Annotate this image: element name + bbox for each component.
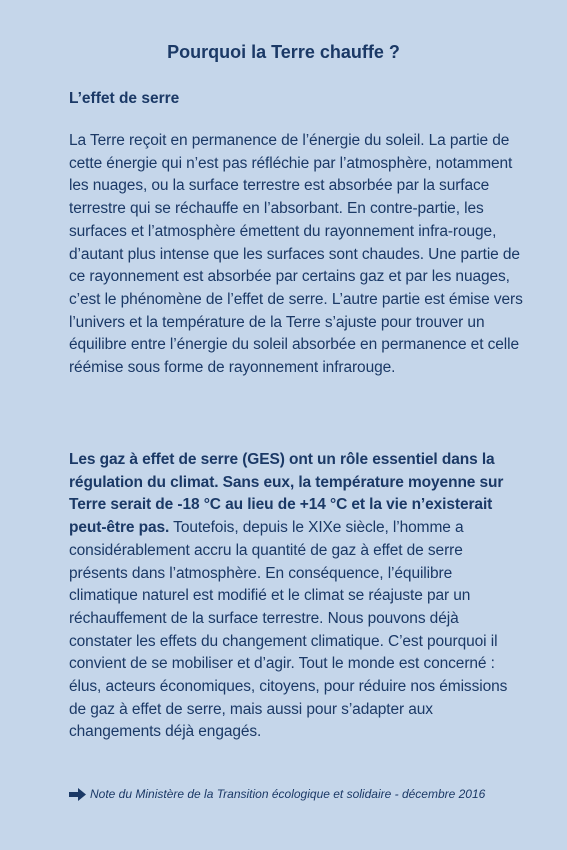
arrow-right-icon xyxy=(69,788,86,801)
paragraph-body: Toutefois, depuis le XIXe siècle, l’homme a considérablement accru la quantité de gaz à effet de serre présents dans l’atmosphère. En conséquence, l’équilibre climatique naturel est modifié et le climat se réajuste par un réchauffement de la surface terrestre. Nous pouvons déjà constater les effets du changement climatique. C’est pourquoi il convient de se mobiliser et d’agir. Tout le monde est concerné : élus, acteurs économiques, citoyens, pour réduire nos émissions de gaz à effet de serre, mais aussi pour s’adapter aux changements déjà engagés. xyxy=(69,519,508,741)
paragraph-greenhouse-effect: La Terre reçoit en permanence de l’énergie du soleil. La partie de cette énergie qui n’est pas réfléchie par l’atmosphère, notamment les nuages, ou la surface terrestre est absorbée par la surface terrestre qui se réchauffe en l’absorbant. En contre-partie, les surfaces et l’atmosphère émettent du rayonnement infra-rouge, d’autant plus intense que les surfaces sont chaudes. Une partie de ce rayonnement est absorbée par certains gaz et par les nuages, c’est le phénomène de l’effet de serre. L’autre partie est émise vers l’univers et la température de la Terre s’ajuste pour trouver un équilibre entre l’énergie du soleil absorbée en permanence et celle réémise sous forme de rayonnement infrarouge. xyxy=(69,132,523,377)
source-note xyxy=(69,785,539,803)
source-note-text: Note du Ministère de la Transition écologique et solidaire - décembre 2016 xyxy=(90,787,486,801)
paragraph-bold-intro: Les gaz à effet de serre (GES) ont un rôle essentiel dans la régulation du climat. Sans eux, la température moyenne sur Terre serait de -18 °C au lieu de +14 °C et la vie n’existerait peut-être pas. xyxy=(69,451,504,537)
page-title: Pourquoi la Terre chauffe ? xyxy=(167,42,400,62)
paragraph-greenhouse-gases xyxy=(69,449,524,744)
section-heading: L’effet de serre xyxy=(69,90,180,107)
